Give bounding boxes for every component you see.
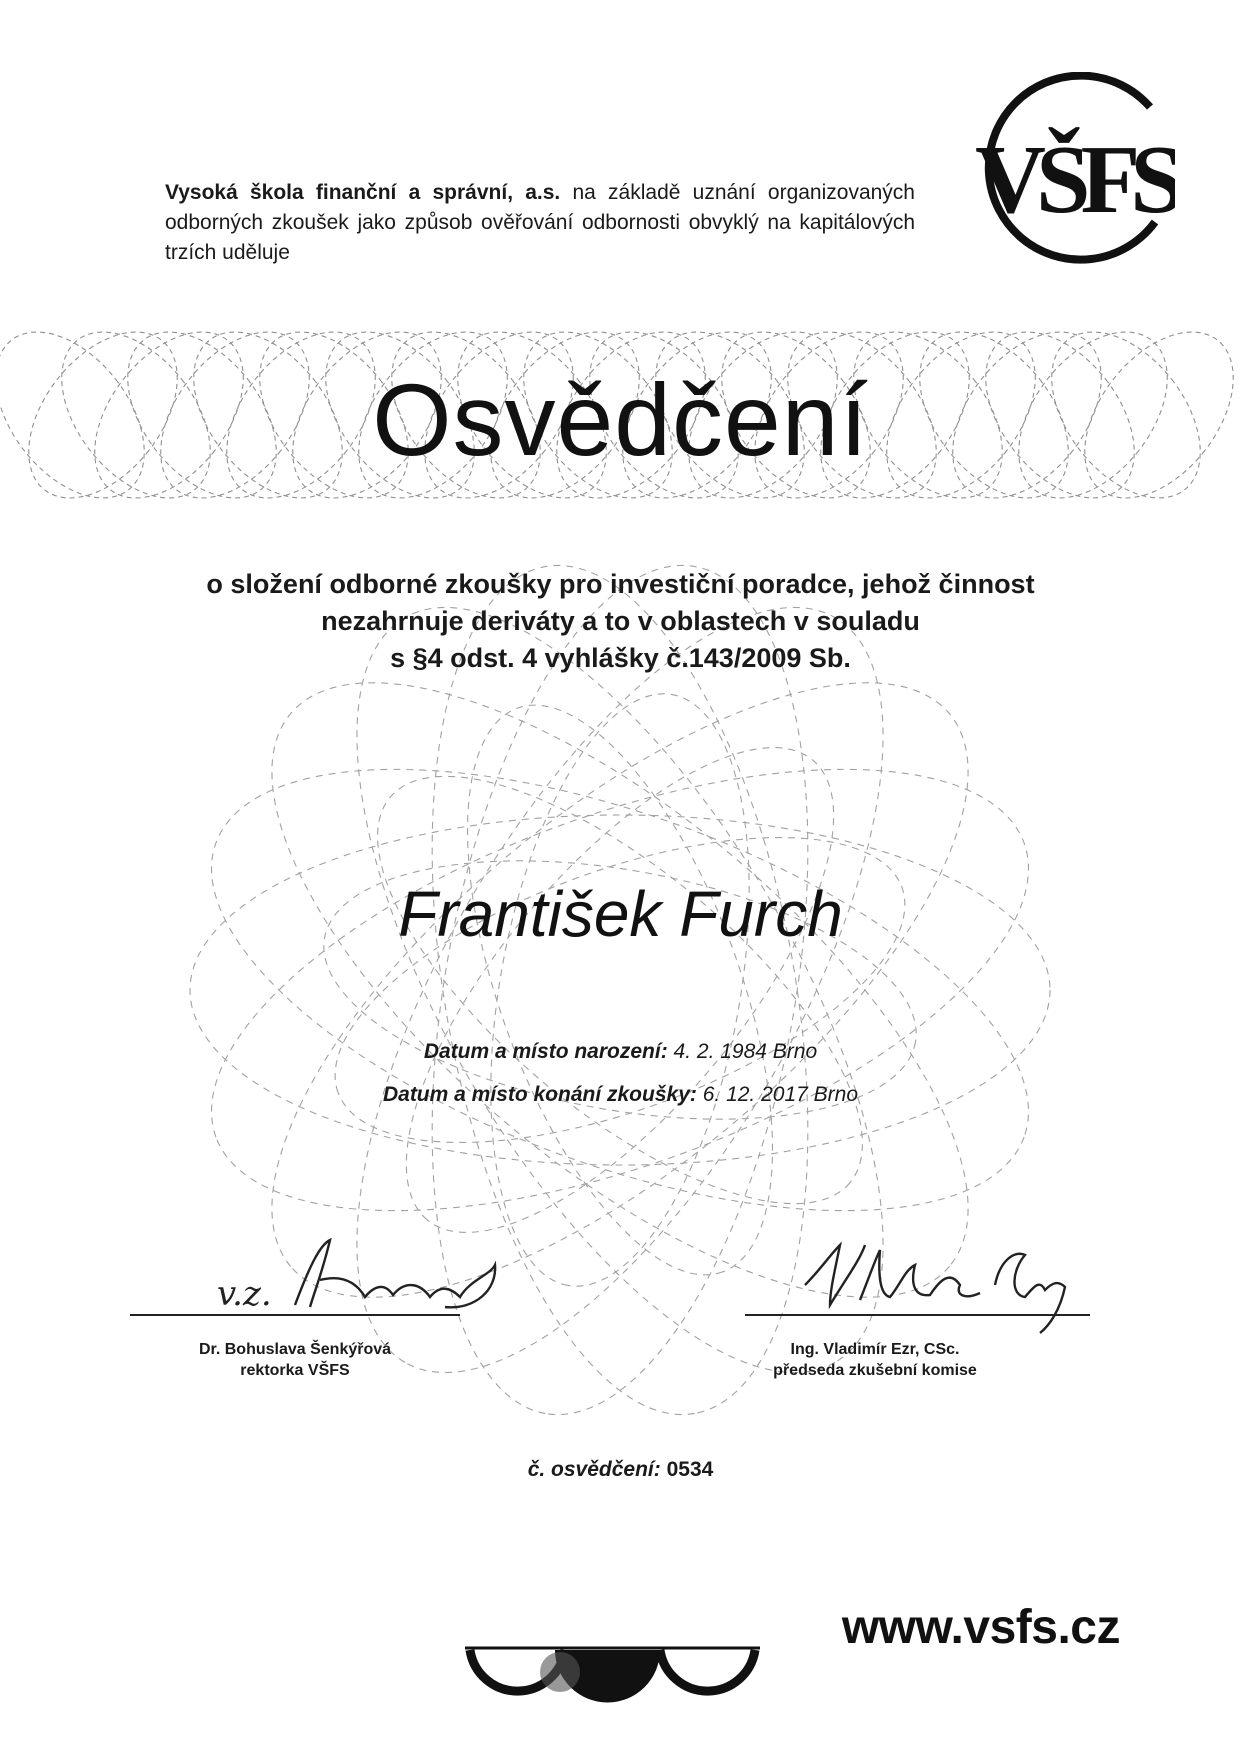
right-signer-role: předseda zkušební komise	[773, 1362, 977, 1379]
exam-value: 6. 12. 2017 Brno	[702, 1083, 859, 1106]
certificate-number	[0, 1456, 1241, 1484]
certificate-number-value: 0534	[666, 1458, 714, 1481]
vsfs-emblem	[460, 1640, 770, 1730]
certificate-title: Osvědčení	[372, 363, 869, 477]
right-signature-line	[745, 1314, 1090, 1316]
exam-info	[0, 1081, 1241, 1109]
intro-org: Vysoká škola finanční a správní, a.s.	[165, 181, 561, 204]
birth-info	[0, 1038, 1241, 1066]
intro-text	[165, 178, 915, 268]
certificate-number-label: č. osvědčení:	[527, 1458, 661, 1481]
right-signature	[790, 1225, 1090, 1335]
left-signature-line	[130, 1314, 460, 1316]
vsfs-logo	[975, 72, 1175, 267]
website-url: www.vsfs.cz	[841, 1601, 1120, 1654]
left-signature	[215, 1235, 505, 1315]
right-signer-name: Ing. Vladimír Ezr, CSc.	[790, 1341, 960, 1358]
exam-label: Datum a místo konání zkoušky:	[382, 1083, 697, 1106]
left-signature-prefix: v.z.	[217, 1274, 272, 1314]
birth-label: Datum a místo narození:	[423, 1040, 668, 1063]
subtitle-line-2: nezahrnuje deriváty a to v oblastech v souladu	[321, 606, 920, 636]
left-signer-name: Dr. Bohuslava Šenkýřová	[198, 1341, 392, 1358]
certificate-subtitle	[120, 566, 1121, 677]
holder-name: František Furch	[398, 878, 843, 950]
birth-value: 4. 2. 1984 Brno	[673, 1040, 818, 1063]
svg-text:VŠFS: VŠFS	[975, 126, 1175, 234]
subtitle-line-1: o složení odborné zkoušky pro investiční poradce, jehož činnost	[206, 569, 1035, 599]
subtitle-line-3: s §4 odst. 4 vyhlášky č.143/2009 Sb.	[390, 643, 851, 673]
left-signer-role: rektorka VŠFS	[240, 1362, 350, 1379]
intro-rest: na základě uznání organizovaných odborných zkoušek jako způsob ověřování odbornosti obvyklý na kapitálových trzích uděluje	[165, 181, 915, 264]
